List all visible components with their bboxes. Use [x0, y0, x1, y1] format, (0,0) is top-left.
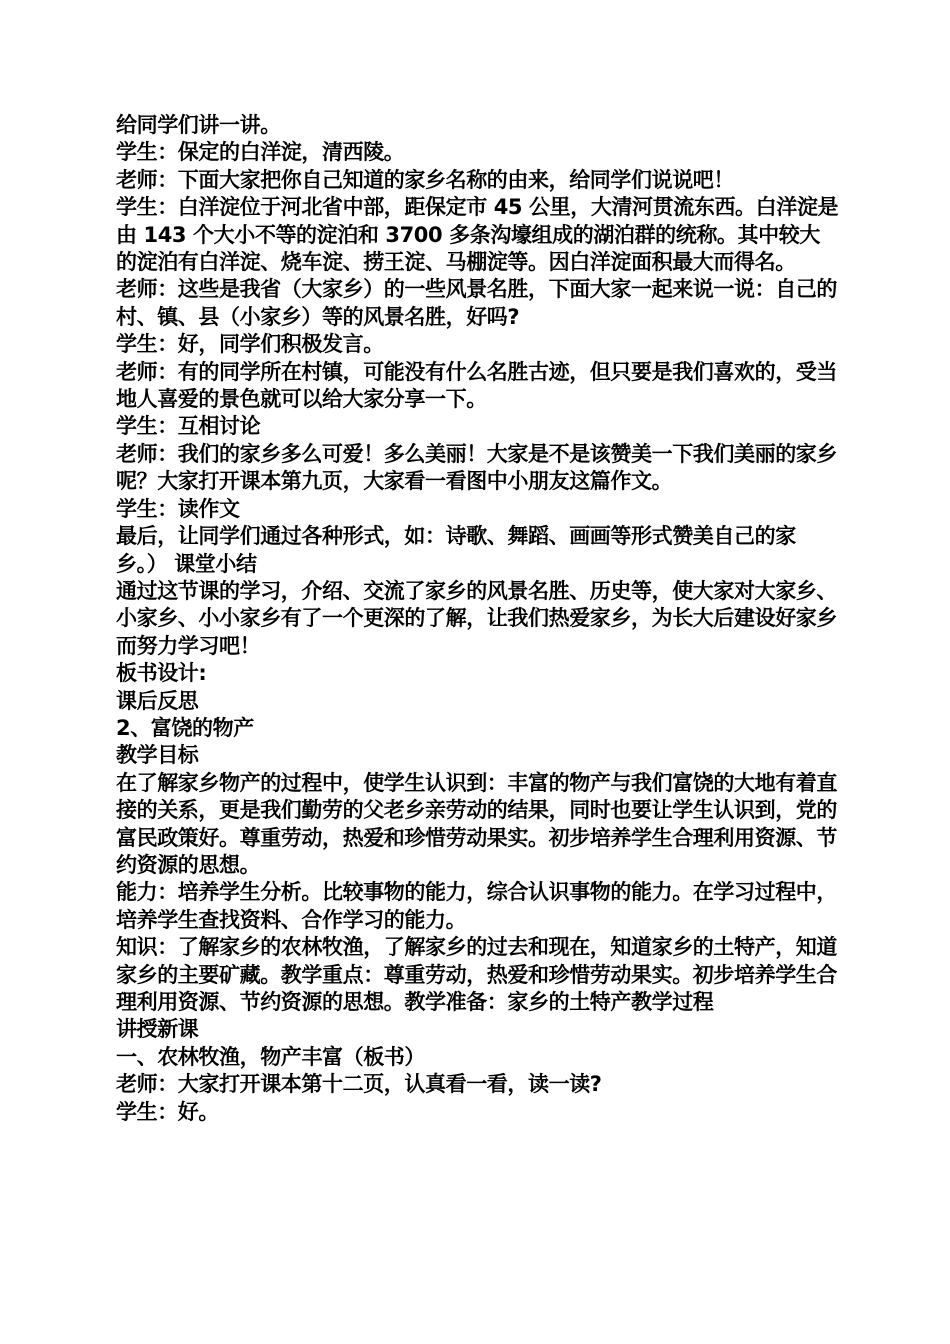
- section-heading: 一、农林牧渔，物产丰富（板书）: [116, 1044, 425, 1069]
- paragraph: 老师：有的同学所在村镇，可能没有什么名胜古迹，但只要是我们喜欢的，受当地人喜爱的景色就可以给大家分享一下。: [116, 359, 837, 412]
- paragraph: 老师：我们的家乡多么可爱！多么美丽！大家是不是该赞美一下我们美丽的家乡呢？大家打开课本第九页，大家看一看图中小朋友这篇作文。: [116, 441, 837, 494]
- section-heading: 教学目标: [116, 743, 199, 768]
- section-heading: 板书设计:: [116, 661, 207, 686]
- paragraph: 通过这节课的学习，介绍、交流了家乡的风景名胜、历史等，使大家对大家乡、小家乡、小小家乡有了一个更深的了解，让我们热爱家乡，为长大后建设好家乡而努力学习吧！: [116, 578, 837, 658]
- section-heading: 讲授新课: [116, 1017, 199, 1042]
- paragraph: 给同学们讲一讲。: [116, 113, 281, 137]
- document-page: [116, 112, 840, 1126]
- paragraph: 学生：好，同学们积极发言。: [116, 332, 384, 357]
- paragraph: 老师：大家打开课本第十二页，认真看一看，读一读?: [116, 1072, 602, 1097]
- lesson-title: 2、富饶的物产: [116, 715, 254, 740]
- paragraph: 老师：这些是我省（大家乡）的一些风景名胜，下面大家一起来说一说：自己的村、镇、县（小家乡）等的风景名胜，好吗?: [116, 277, 837, 329]
- paragraph: 学生：白洋淀位于河北省中部，距保定市 45 公里，大清河贯流东西。白洋淀是由 143 个大小不等的淀泊和 3700 多条沟壕组成的湖泊群的统称。其中较大的淀泊有白洋淀、烧车淀、捞王淀、马棚淀等。因白洋淀面积最大而得名。: [116, 195, 839, 275]
- paragraph: 知识：了解家乡的农林牧渔，了解家乡的过去和现在，知道家乡的土特产，知道家乡的主要矿藏。教学重点：尊重劳动，热爱和珍惜劳动果实。初步培养学生合理利用资源、节约资源的思想。教学准备：家乡的土特产教学过程: [116, 935, 837, 1014]
- paragraph: 老师：下面大家把你自己知道的家乡名称的由来，给同学们说说吧！: [116, 167, 734, 192]
- paragraph: 在了解家乡物产的过程中，使学生认识到：丰富的物产与我们富饶的大地有着直接的关系，更是我们勤劳的父老乡亲劳动的结果，同时也要让学生认识到，党的富民政策好。尊重劳动，热爱和珍惜劳动果实。初步培养学生合理利用资源、节约资源的思想。: [116, 770, 837, 877]
- paragraph: 学生：互相讨论: [116, 414, 261, 439]
- paragraph: 学生：好。: [116, 1099, 219, 1124]
- paragraph: 学生：读作文: [116, 496, 240, 521]
- paragraph: 学生：保定的白洋淀，清西陵。: [116, 140, 405, 165]
- paragraph: 能力：培养学生分析。比较事物的能力，综合认识事物的能力。在学习过程中，培养学生查找资料、合作学习的能力。: [116, 880, 837, 932]
- paragraph: 最后，让同学们通过各种形式，如：诗歌、舞蹈、画画等形式赞美自己的家乡。） 课堂小结: [116, 524, 796, 576]
- section-heading: 课后反思: [116, 688, 199, 713]
